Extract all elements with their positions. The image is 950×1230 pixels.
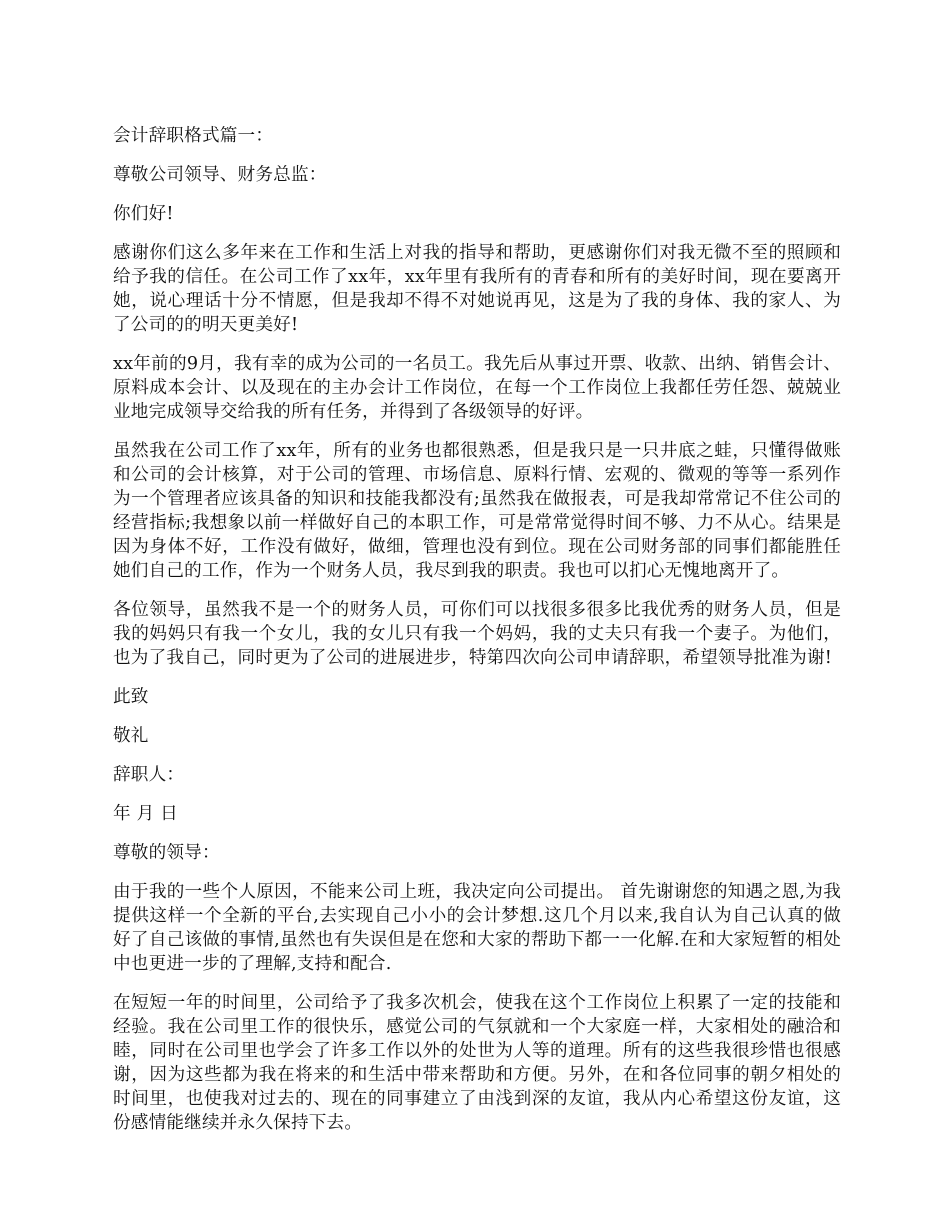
body-paragraph: 虽然我在公司工作了xx年，所有的业务也都很熟悉，但是我只是一只井底之蛙，只懂得做账和公司的会计核算，对于公司的管理、市场信息、原料行情、宏观的、微观的等等一系列作为一个管理者应该具备的知识和技能我都没有;虽然我在做报表，可是我却常常记不住公司的经营指标;我想象以前一样做好自己的本职工作，可是常常觉得时间不够、力不从心。结果是因为身体不好，工作没有做好，做细，管理也没有到位。现在公司财务部的同事们都能胜任她们自己的工作，作为一个财务人员，我尽到我的职责。我也可以扪心无愧地离开了。	[113, 441, 841, 581]
body-paragraph: 各位领导，虽然我不是一个的财务人员，可你们可以找很多很多比我优秀的财务人员，但是我的妈妈只有我一个女儿，我的女儿只有我一个妈妈，我的丈夫只有我一个妻子。为他们，也为了我自己，同时更为了公司的进展进步，特第四次向公司申请辞职，希望领导批准为谢!	[113, 600, 841, 668]
body-paragraph: xx年前的9月，我有幸的成为公司的一名员工。我先后从事过开票、收款、出纳、销售会计、原料成本会计、以及现在的主办会计工作岗位，在每一个工作岗位上我都任劳任怨、兢兢业业地完成领导交给我的所有任务，并得到了各级领导的好评。	[113, 354, 841, 422]
closing-regards: 敬礼	[113, 726, 149, 746]
heading-title: 会计辞职格式篇一：	[113, 126, 274, 146]
body-paragraph: 在短短一年的时间里，公司给予了我多次机会，使我在这个工作岗位上积累了一定的技能和经验。我在公司里工作的很快乐，感觉公司的气氛就和一个大家庭一样，大家相处的融洽和睦，同时在公司里也学会了许多工作以外的处世为人等的道理。所有的这些我很珍惜也很感谢，因为这些都为我在将来的和生活中带来帮助和方便。另外，在和各位同事的朝夕相处的时间里，也使我对过去的、现在的同事建立了由浅到深的友谊，我从内心希望这份友谊，这份感情能继续并永久保持下去。	[113, 993, 841, 1133]
document-body	[113, 124, 841, 1150]
greeting: 你们好!	[113, 204, 174, 224]
date-line: 年 月 日	[113, 804, 178, 824]
body-paragraph: 感谢你们这么多年来在工作和生活上对我的指导和帮助，更感谢你们对我无微不至的照顾和给予我的信任。在公司工作了xx年，xx年里有我所有的青春和所有的美好时间，现在要离开她，说心理话十分不情愿，但是我却不得不对她说再见，这是为了我的身体、我的家人、为了公司的的明天更美好!	[113, 243, 841, 335]
signature-label: 辞职人：	[113, 765, 185, 785]
body-paragraph: 由于我的一些个人原因，不能来公司上班，我决定向公司提出。 首先谢谢您的知遇之恩,为我提供这样一个全新的平台,去实现自己小小的会计梦想.这几个月以来,我自认为自己认真的做好了自己该做的事情,虽然也有失误但是在您和大家的帮助下都一一化解.在和大家短暂的相处中也更进一步的了理解,支持和配合.	[113, 882, 841, 974]
salutation-second: 尊敬的领导：	[113, 843, 220, 863]
closing-line: 此致	[113, 687, 149, 707]
salutation: 尊敬公司领导、财务总监：	[113, 165, 327, 185]
